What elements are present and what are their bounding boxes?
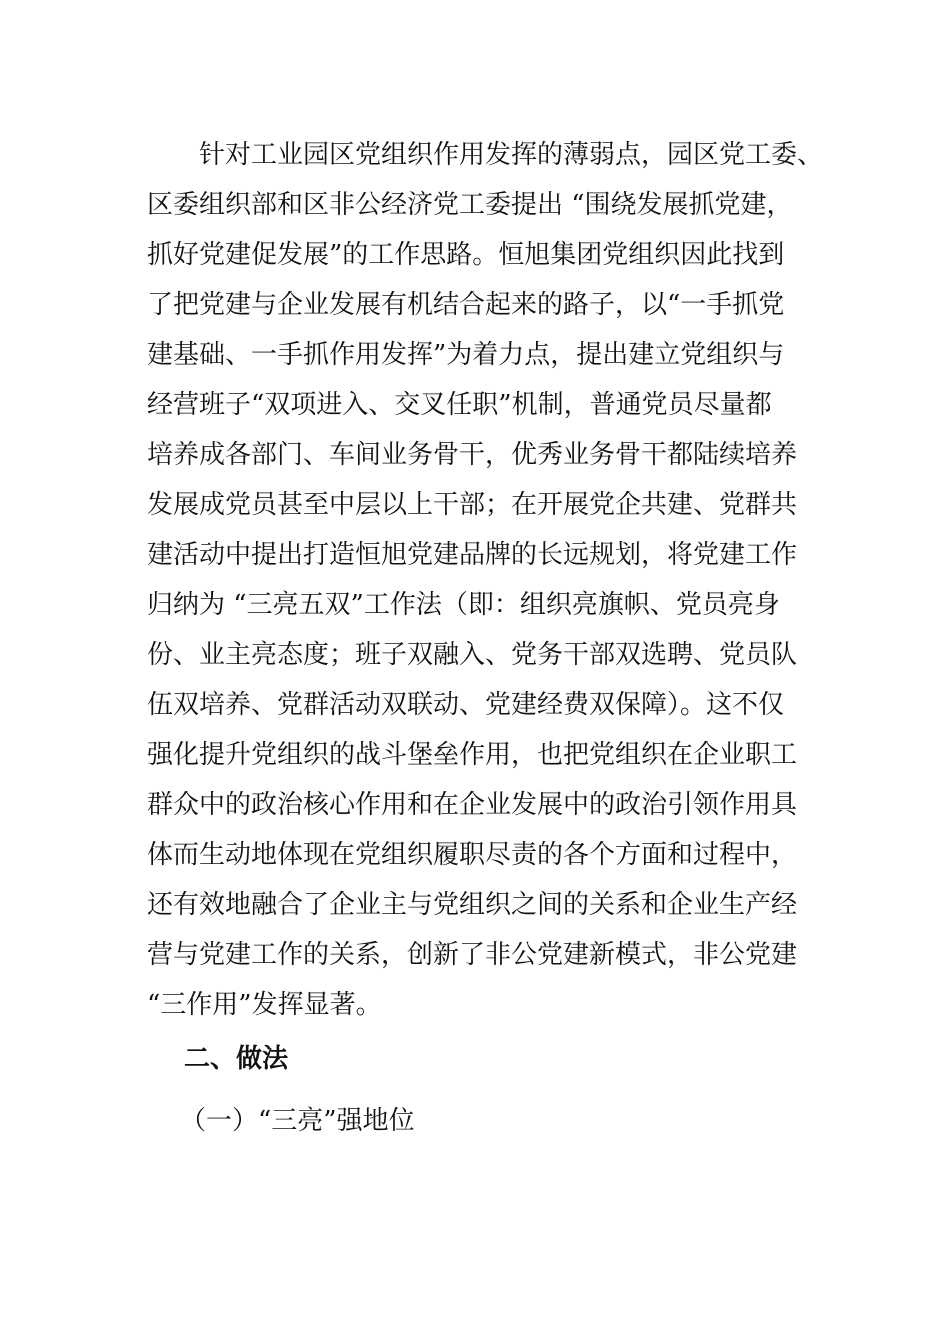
paragraph-line: 群众中的政治核心作用和在企业发展中的政治引领作用具 [147, 790, 798, 820]
paragraph-line: 建基础、一手抓作用发挥”为着力点，提出建立党组织与 [147, 340, 785, 370]
paragraph-line: 体而生动地体现在党组织履职尽责的各个方面和过程中， [147, 840, 798, 870]
paragraph-line: 发展成党员甚至中层以上干部；在开展党企共建、党群共 [147, 490, 798, 520]
paragraph-line: 经营班子“双项进入、交叉任职”机制，普通党员尽量都 [147, 390, 772, 420]
paragraph-line: 培养成各部门、车间业务骨干，优秀业务骨干都陆续培养 [147, 440, 798, 470]
section-heading: 二、做法 [184, 1044, 289, 1074]
paragraph-line: 区委组织部和区非公经济党工委提出 “围绕发展抓党建， [147, 190, 793, 220]
paragraph-line: 针对工业园区党组织作用发挥的薄弱点，园区党工委、 [147, 140, 824, 170]
paragraph-line: 建活动中提出打造恒旭党建品牌的长远规划，将党建工作 [147, 540, 798, 570]
paragraph-line: 份、业主亮态度；班子双融入、党务干部双选聘、党员队 [147, 640, 798, 670]
paragraph-line: “三作用”发挥显著。 [147, 990, 382, 1020]
paragraph-line: 强化提升党组织的战斗堡垒作用，也把党组织在企业职工 [147, 740, 798, 770]
paragraph-line: 归纳为 “三亮五双”工作法（即：组织亮旗帜、党员亮身 [147, 590, 780, 620]
paragraph-line: 还有效地融合了企业主与党组织之间的关系和企业生产经 [147, 890, 798, 920]
paragraph-line: 抓好党建促发展”的工作思路。恒旭集团党组织因此找到 [147, 240, 785, 270]
subsection-heading: （一）“三亮”强地位 [180, 1106, 415, 1136]
body-paragraph [147, 130, 824, 1030]
paragraph-line: 了把党建与企业发展有机结合起来的路子，以“一手抓党 [147, 290, 785, 320]
paragraph-line: 伍双培养、党群活动双联动、党建经费双保障）。这不仅 [147, 690, 785, 720]
paragraph-line: 营与党建工作的关系，创新了非公党建新模式，非公党建 [147, 940, 798, 970]
